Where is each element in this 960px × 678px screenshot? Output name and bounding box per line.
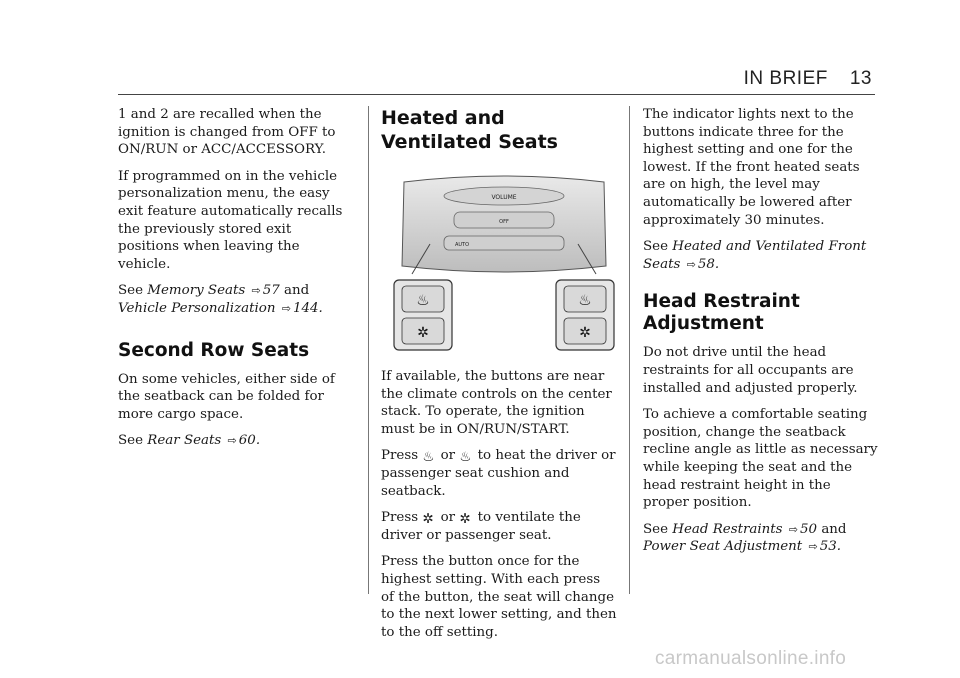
paragraph: Press ✲ or ✲ to ventilate the driver or passenger seat. [381,510,581,543]
paragraph: Press ♨ or ♨ to heat the driver or passenger seat cushion and seatback. [381,448,616,499]
heated-seat-driver-icon: ♨ [422,450,435,466]
cross-reference: See Rear Seats ⇨ 60. [118,433,261,449]
heated-seat-icon: ♨ [416,291,430,309]
ventilated-seat-driver-icon: ✲ [422,512,434,528]
link-vehicle-personalization[interactable]: Vehicle Personalization [118,300,276,316]
cross-reference: See Memory Seats ⇨ 57 and Vehicle Personalization ⇨ 144. [118,283,323,316]
column-divider [368,106,369,594]
page-ref-arrow-icon: ⇨ [686,257,696,271]
page-header [744,68,872,90]
column-2 [381,106,617,154]
paragraph: On some vehicles, either side of the seatback can be folded for more cargo space. [118,371,335,422]
section-heading: Heated and Ventilated Seats [381,107,558,153]
cross-reference: See Head Restraints ⇨ 50 and Power Seat Adjustment ⇨ 53. [643,521,847,555]
column-3 [643,106,879,565]
watermark: carmanualsonline.info [655,648,847,669]
page-ref-arrow-icon: ⇨ [788,522,798,536]
section-heading: Second Row Seats [118,339,310,361]
heated-seat-icon: ♨ [578,291,592,309]
page-ref-arrow-icon: ⇨ [251,284,261,298]
link-power-seat-adjustment[interactable]: Power Seat Adjustment [643,539,803,555]
paragraph: If programmed on in the vehicle personalization menu, the easy exit feature automatically recalls the previously stored exit positions when leaving the vehicle. [118,168,343,272]
link-heated-ventilated-front-seats[interactable]: Heated and Ventilated Front Seats [643,239,867,272]
ventilated-seat-passenger-icon: ✲ [459,512,471,528]
off-label: OFF [499,219,509,225]
ventilated-seat-icon: ✲ [417,325,429,341]
page-number: 13 [849,68,872,89]
paragraph: If available, the buttons are near the climate controls on the center stack. To operate, the ignition must be in ON/RUN/START. [381,369,612,437]
page-ref-arrow-icon: ⇨ [227,434,237,448]
column-divider [629,106,630,594]
paragraph: Press the button once for the highest setting. With each press of the button, the seat will change to the next lower setting, and then to the off setting. [381,554,617,640]
page-ref-arrow-icon: ⇨ [281,301,291,315]
header-rule [118,94,875,95]
column-1 [118,106,354,459]
paragraph: To achieve a comfortable seating position, change the seatback recline angle as little as necessary while keeping the seat and the head restraint height in the proper position. [643,407,878,511]
ventilated-seat-icon: ✲ [579,325,591,341]
paragraph: Do not drive until the head restraints for all occupants are installed and adjusted properly. [643,345,858,396]
volume-label: VOLUME [491,194,517,201]
cross-reference: See Heated and Ventilated Front Seats ⇨ 58. [643,239,867,272]
page-ref-arrow-icon: ⇨ [808,540,818,554]
link-memory-seats[interactable]: Memory Seats [147,283,246,299]
auto-label: AUTO [454,242,470,248]
climate-control-panel-illustration [392,174,616,352]
link-head-restraints[interactable]: Head Restraints [672,521,783,537]
heated-seat-passenger-icon: ♨ [459,450,472,466]
paragraph: 1 and 2 are recalled when the ignition is changed from OFF to ON/RUN or ACC/ACCESSORY. [118,107,336,158]
paragraph: The indicator lights next to the buttons indicate three for the highest setting and one for the lowest. If the front heated seats are on high, the level may automatically be lowered after approximately 30 minutes. [643,107,860,228]
section-title: IN BRIEF [743,68,828,89]
section-heading: Head Restraint Adjustment [643,291,800,335]
column-2-body [381,368,617,650]
link-rear-seats[interactable]: Rear Seats [147,433,222,449]
